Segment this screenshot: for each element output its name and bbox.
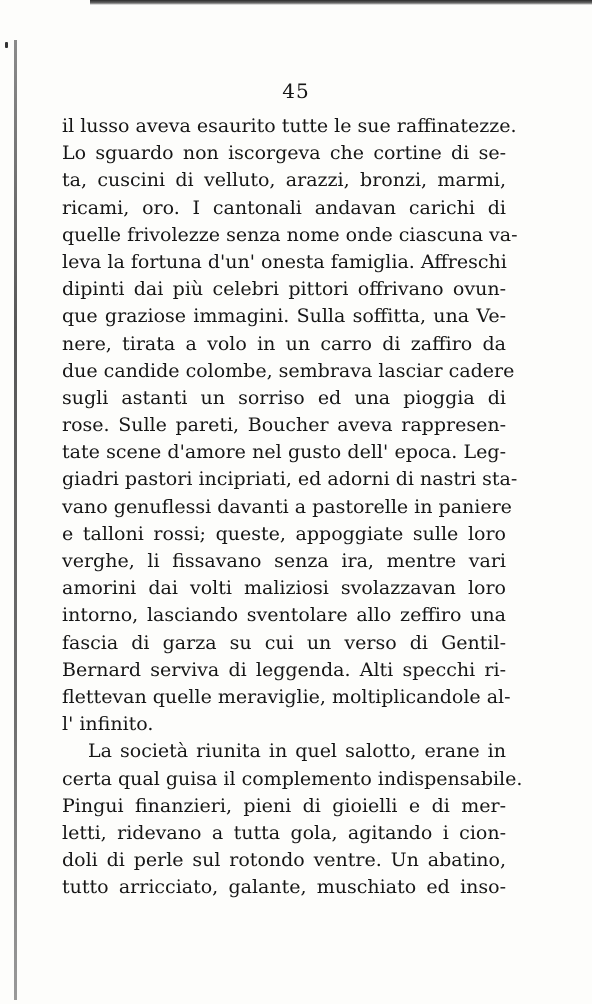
text-line: e talloni rossi; queste, appoggiate sulle loro — [62, 522, 506, 545]
text-line: leva la fortuna d'un' onesta famiglia. Affreschi — [62, 250, 507, 273]
margin-mark — [5, 42, 8, 48]
body-text — [62, 113, 523, 901]
text-line: vano genuflessi davanti a pastorelle in paniere — [62, 495, 512, 518]
text-line: rose. Sulle pareti, Boucher aveva rappresen- — [62, 414, 506, 437]
text-line: fascia di garza su cui un verso di Gentil- — [62, 631, 506, 654]
text-line: il lusso aveva esaurito tutte le sue raffinatezze. — [62, 115, 517, 137]
text-line: quelle frivolezze senza nome onde ciascuna va- — [62, 223, 518, 246]
text-line: Pingui finanzieri, pieni di gioielli e di mer- — [62, 794, 506, 817]
text-line: ricami, oro. I cantonali andavan carichi di — [62, 196, 506, 219]
text-line: amorini dai volti maliziosi svolazzavan loro — [62, 577, 506, 600]
paragraph-start-line: La società riunita in quel salotto, erane in — [88, 740, 506, 763]
text-line: sugli astanti un sorriso ed una pioggia di — [62, 386, 506, 409]
binding-edge — [14, 40, 17, 1000]
text-line: flettevan quelle meraviglie, moltiplicandole al- — [62, 685, 511, 708]
top-edge-shadow — [90, 0, 592, 5]
text-line: verghe, li fissavano senza ira, mentre vari — [62, 550, 506, 572]
text-line: doli di perle sul rotondo ventre. Un abatino, — [62, 849, 506, 872]
text-line: certa qual guisa il complemento indispensabile. — [62, 767, 523, 790]
text-line: due candide colombe, sembrava lasciar cadere — [62, 359, 515, 382]
text-line: giadri pastori incipriati, ed adorni di nastri sta- — [62, 468, 518, 491]
text-line: que graziose immagini. Sulla soffitta, una Ve- — [62, 305, 506, 328]
text-line: tutto arricciato, galante, muschiato ed inso- — [62, 876, 506, 899]
text-line: Bernard serviva di leggenda. Alti specchi ri- — [62, 658, 506, 681]
text-line: tate scene d'amore nel gusto dell' epoca. Leg- — [62, 441, 506, 464]
text-line: nere, tirata a volo in un carro di zaffiro da — [62, 332, 506, 355]
text-line: letti, ridevano a tutta gola, agitando i cion- — [62, 821, 506, 844]
text-line: l' infinito. — [62, 713, 154, 736]
text-line: intorno, lasciando sventolare allo zeffiro una — [62, 604, 506, 627]
text-line: dipinti dai più celebri pittori offrivano ovun- — [62, 278, 506, 301]
page-number: 45 — [282, 79, 310, 103]
text-line: ta, cuscini di velluto, arazzi, bronzi, marmi, — [62, 169, 506, 192]
text-line: Lo sguardo non iscorgeva che cortine di se- — [62, 142, 506, 165]
